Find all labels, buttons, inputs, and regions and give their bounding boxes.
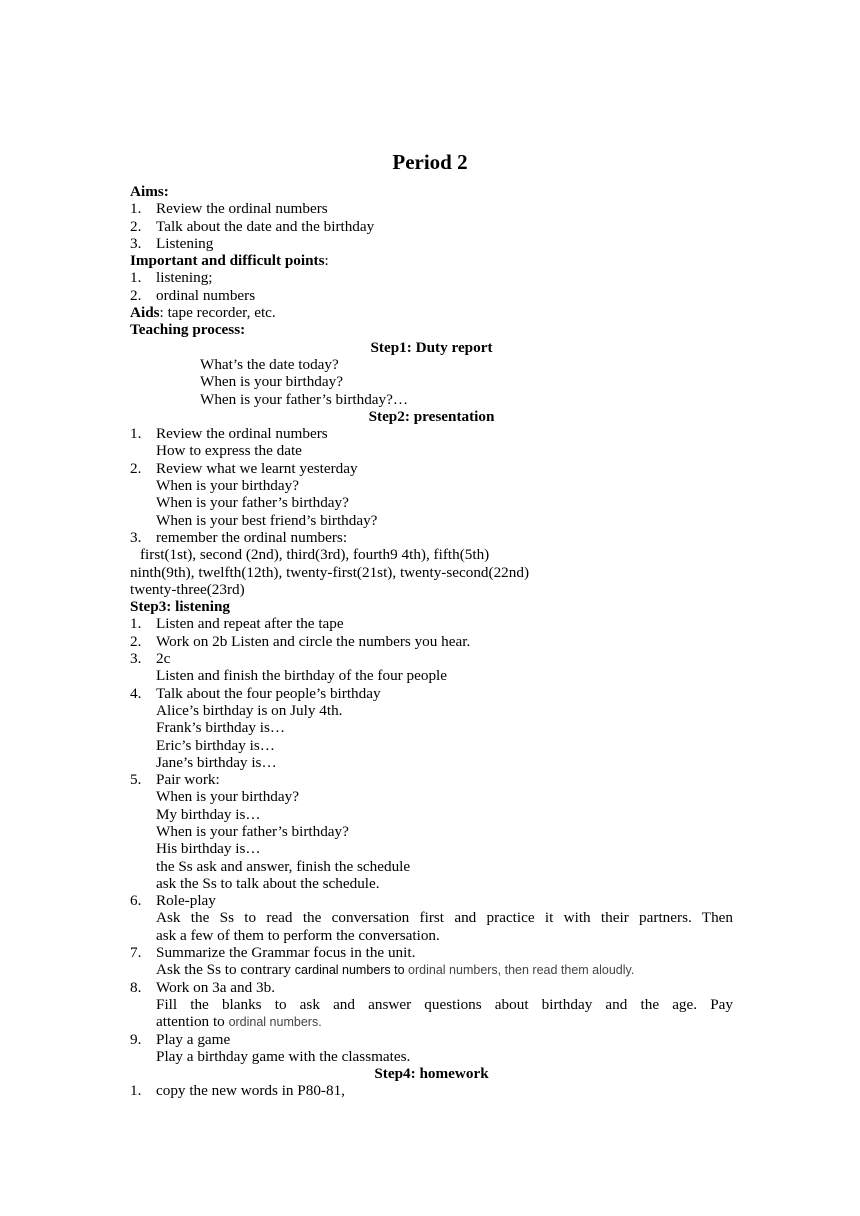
step1-heading: Step1: Duty report: [370, 338, 493, 356]
list-item: 1. Review the ordinal numbers: [130, 200, 328, 218]
list-item: 1. copy the new words in P80-81,: [130, 1082, 345, 1100]
list-subitem: My birthday is…: [156, 805, 261, 823]
step1-line: What’s the date today?: [200, 355, 339, 373]
list-subitem: When is your best friend’s birthday?: [156, 511, 378, 529]
list-item: 4. Talk about the four people’s birthday: [130, 684, 381, 702]
list-subitem: Play a birthday game with the classmates.: [156, 1047, 411, 1065]
step2-heading: Step2: presentation: [368, 407, 495, 425]
step4-heading: Step4: homework: [374, 1065, 489, 1083]
process-heading: Teaching process:: [130, 321, 246, 339]
list-subitem: Jane’s birthday is…: [156, 753, 277, 771]
list-item: 6. Role-play: [130, 892, 216, 910]
list-item: 9. Play a game: [130, 1030, 231, 1048]
list-item: 2. Work on 2b Listen and circle the numbers you hear.: [130, 632, 471, 650]
list-subitem: Alice’s birthday is on July 4th.: [156, 701, 343, 719]
list-subitem: Ask the Ss to read the conversation first and practice it with their partners. Then: [156, 909, 733, 927]
list-subitem: When is your father’s birthday?: [156, 494, 349, 512]
lesson-content: [130, 183, 733, 1100]
ordinal-line: twenty-three(23rd): [130, 580, 245, 598]
list-item: 2. Review what we learnt yesterday: [130, 459, 358, 477]
list-subitem: Fill the blanks to ask and answer questions about birthday and the age. Pay: [156, 995, 733, 1013]
list-subitem: Frank’s birthday is…: [156, 719, 286, 737]
list-item: 8. Work on 3a and 3b.: [130, 978, 275, 996]
list-item: 3. 2c: [130, 650, 171, 668]
list-subitem: the Ss ask and answer, finish the schedule: [156, 857, 411, 875]
list-item: 1. Listen and repeat after the tape: [130, 615, 344, 633]
important-heading: Important and difficult points:: [130, 252, 329, 270]
list-subitem: When is your father’s birthday?: [156, 822, 349, 840]
list-item: 2. Talk about the date and the birthday: [130, 217, 375, 235]
step1-line: When is your birthday?: [200, 373, 343, 391]
page-title: Period 2: [392, 150, 468, 174]
list-item: 3. remember the ordinal numbers:: [130, 528, 348, 546]
list-subitem: When is your birthday?: [156, 788, 299, 806]
step1-line: When is your father’s birthday?…: [200, 390, 409, 408]
list-subitem: When is your birthday?: [156, 477, 299, 495]
list-subitem: ask a few of them to perform the conversation.: [156, 926, 440, 944]
list-item: 1. Review the ordinal numbers: [130, 425, 328, 443]
list-subitem: Listen and finish the birthday of the four people: [156, 667, 448, 685]
list-item: 2. ordinal numbers: [130, 286, 256, 304]
aims-heading: Aims:: [130, 183, 169, 200]
list-subitem: attention to ordinal numbers.: [156, 1013, 322, 1031]
list-item: 5. Pair work:: [130, 771, 220, 789]
list-item: 3. Listening: [130, 234, 214, 252]
list-subitem: Eric’s birthday is…: [156, 736, 275, 754]
step3-heading: Step3: listening: [130, 598, 230, 616]
list-subitem: Ask the Ss to contrary cardinal numbers to ordinal numbers, then read them aloudly.: [156, 961, 635, 979]
ordinal-line: ninth(9th), twelfth(12th), twenty-first(21st), twenty-second(22nd): [130, 563, 530, 581]
aids-line: Aids: tape recorder, etc.: [130, 304, 276, 322]
list-subitem: How to express the date: [156, 442, 302, 460]
list-subitem: His birthday is…: [156, 840, 261, 858]
list-item: 7. Summarize the Grammar focus in the unit.: [130, 944, 416, 962]
ordinal-line: first(1st), second (2nd), third(3rd), fourth9 4th), fifth(5th): [140, 546, 490, 564]
list-item: 1. listening;: [130, 269, 213, 287]
list-subitem: ask the Ss to talk about the schedule.: [156, 874, 380, 892]
